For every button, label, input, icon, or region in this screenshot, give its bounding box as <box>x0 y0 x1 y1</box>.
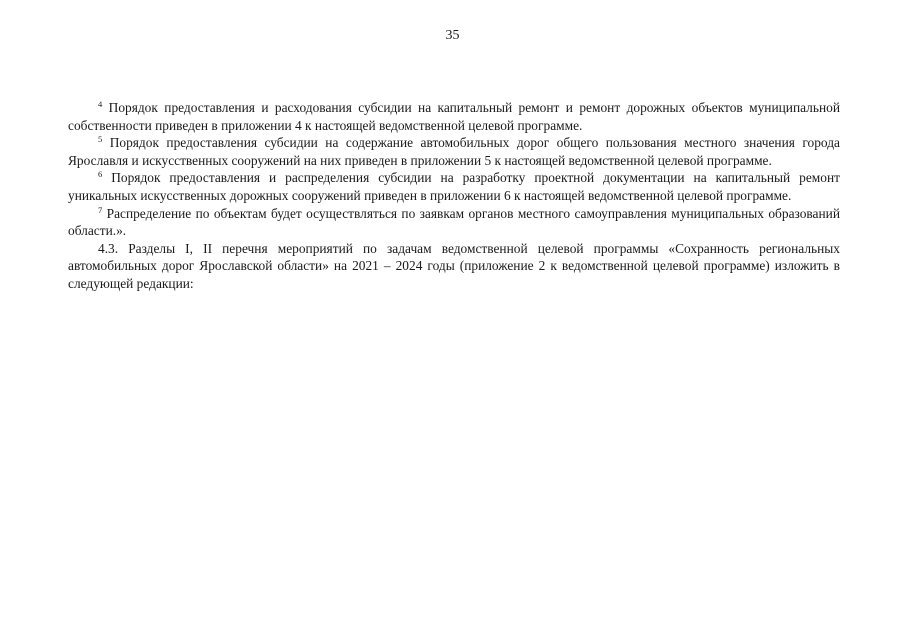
section-4-3-paragraph: 4.3. Разделы I, II перечня мероприятий по задачам ведомственной целевой программы «Сохранность региональных автомобильных дорог Ярославской области» на 2021 – 2024 годы (приложение 2 к ведомственной целевой программе) изложить в следующей редакции: <box>68 240 840 291</box>
footnote-4 <box>68 99 840 134</box>
body-text <box>68 99 840 293</box>
footnote-text: Порядок предоставления субсидии на содержание автомобильных дорог общего пользования местного значения города Ярославля и искусственных сооружений на них приведен в приложении 5 к настоящей ведомственной целевой программе. <box>68 135 840 168</box>
footnote-6 <box>68 169 840 204</box>
page-number: 35 <box>445 28 460 43</box>
footnote-text: Порядок предоставления и расходования субсидии на капитальный ремонт и ремонт дорожных объектов муниципальной собственности приведен в приложении 4 к настоящей ведомственной целевой программе. <box>68 100 840 133</box>
footnote-marker: 7 <box>98 204 103 215</box>
footnote-marker: 4 <box>98 99 103 109</box>
footnote-text: Распределение по объектам будет осуществляться по заявкам органов местного самоуправления муниципальных образований области.». <box>68 205 840 239</box>
footnote-marker: 6 <box>98 169 103 180</box>
footnote-text: Порядок предоставления и распределения субсидии на разработку проектной документации на капитальный ремонт уникальных искусственных дорожных сооружений приведен в приложении 6 к настоящей ведомственной целевой программе. <box>68 170 840 203</box>
footnote-7 <box>68 205 840 240</box>
footnote-marker: 5 <box>98 134 103 145</box>
footnote-5 <box>68 134 840 169</box>
